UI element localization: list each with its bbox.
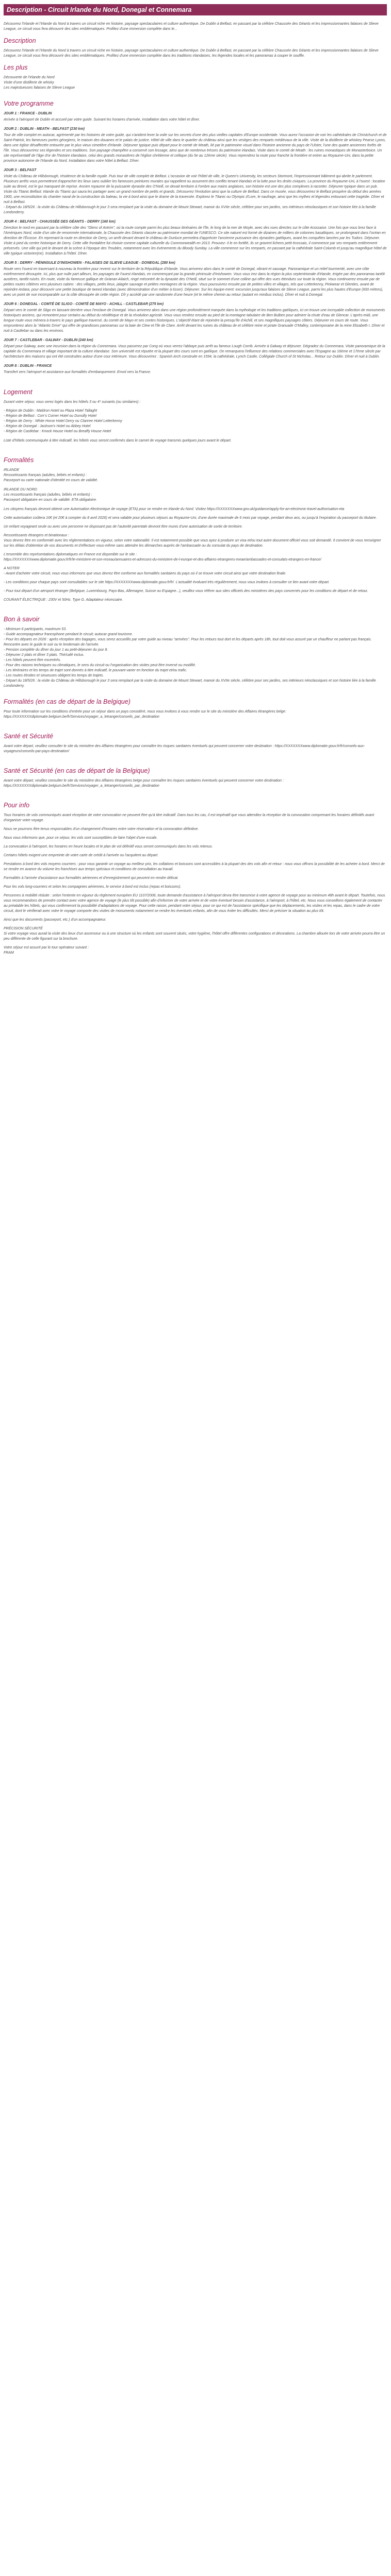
good-to-know-item: Rencontre avec le guide le soir ou le lendemain de l'arrivée. bbox=[4, 643, 100, 647]
day-text: Tour de ville complet en autocar, agrémenté par les histoires de votre guide, qui s'anident lever la voile sur les secrets d'une des plus vieilles capitales d'Europe occidentale. Vous aurez l'occasion de voir les cathédrales de Christchurch et de Saint-Patrick, les fameuses portes géorgiens, le maison des douanes et le palais de justice. Hôtel de ville dans le quartier du château ainsi que les vestiges des remparts médiévaux de la ville. Visite de la distillerie de whiskey Pearse Lyons, dans une église désaffectée entourée par le plus vieux cimetière d'Irlande. Déjeuner typique puis départ pour le comté de Meath, lié par le patrimoine visuel dans l'histoire ancienne du pays de l'Ulster, l'une des quatre anciennes forêts de l'île. Vous découvrirez ses légendes et ses traditions. Son paysage champêtre a conservé son lessage, ainsi que de nombreux trésors du patrimoine irlandais. Visite dans le comté de Meath : les ruines monastiques de Monasterboice. Un site représentatif de l'âge d'or de l'histoire irlandaise, celui des grands monastères de l'église chrétienne et celtique (du 5e au 12ème siècle). Vous reprendrez la route pour franchir la frontière et entrer au Royaume-Uni, dans la petite province autonome de l'Irlande du Nord. Installation dans votre hôtel à Belfast. Dîner. bbox=[4, 133, 388, 163]
health-paragraph: Avant votre départ, veuillez consulter le site du ministère des Affaires étrangères pour connaître les risques sanitaires éventuels qui peuvent concerner votre destination : https://XXXXXXXwww.diplomatie.gouv.fr/fr/conseils-aux-voyageurs/conseils-par-pays-destination/ bbox=[4, 744, 365, 753]
notes-paragraph: - Avant d'acheter votre circuit, nous vous informons que vous devrez être conforme aux formalités sanitaires du pays où il se trouve votre circuit ainsi que votre destination finale. bbox=[4, 572, 286, 575]
highlight-item: Visite d'une distillerie de whisky bbox=[4, 81, 54, 84]
hotel-item: - Région de Derry : White Horse Hotel Derry ou Clanree Hotel Letterkenny bbox=[4, 419, 122, 423]
programme-day bbox=[4, 302, 387, 334]
day-text: Route vers l'ouest en traversant à nouveau la frontière pour revenir sur le territoire de la République d'Irlande. Vous arriverez alors dans le comté de Donegal, vibrant et sauvage. Panoramique et un relief tourmenté, avec une côte extrêmement découpée. Ici, plus que nulle part ailleurs, les paysages de l'ouest irlandais, en commençant par la grande péninsule d'Inishowen. Vous vous irez dans la région la plus septentrionale d'Irlande, érigée par des panoramas tantôt austères, tantôt ruisés. En route, visite du fameuse gallique de Grianan Ailaich, ringé mécontré de la dynastie des O'Neill, situé sur le sommet d'une colline qui offre des vues étendues sur toute la région. Vous continuerez ensuite par de petites routes côtières vers plusieurs cabins : des villages, petits lieux, jalagée sauvage et petites montagnes de la région. Vous poursuivrez ensuite par de petites villes et villages, tels que Letterkenny, Pinkwear et Glenties, avant de rejoindre Ardara, pour découvrir une petite boutique de tweed irlandais (avec démonstration d'un métier à tisser). Déjeuner. Sur les équipe-ment: excursion jusqu'aux falaises de Slieve League, parmi les plus hautes d'Europe (600 mètres), avec un point de vue incomparable sur la côte découpée de cette région. Dîr y accédé par une randonnée d'une heure (et le même chemin au retour (autant en minibus inclus). Dîner et nuit à Donegal. bbox=[4, 267, 386, 297]
day-title: JOUR 6 : DONEGAL - COMTÉ DE SLIGO - COMTÉ DE MAYO - ACHILL - CASTLEBAR (275 km) bbox=[4, 302, 164, 306]
good-to-know-item: - Les routes étroites et sinueuses obligent les temps de trajets. bbox=[4, 674, 104, 677]
info-paragraph: Nous ne pourrons être tenus responsables d'un changement d'horaires entre votre réservation et la convocation définitive. bbox=[4, 827, 199, 831]
info-paragraph: La convocation à l'aéroport, les horaires en heure locales et le plan de vol définitif vous seront communiqués dans les vols retenus. bbox=[4, 845, 213, 849]
good-to-know-item: - Déjeuner 2 plats et dîner 3 plats. Thé/café inclus. bbox=[4, 653, 85, 657]
highlights-heading: Les plus bbox=[4, 64, 28, 71]
operator-name: FRAM bbox=[4, 951, 14, 955]
programme-day bbox=[4, 261, 387, 298]
lodging-note: Liste d'hôtels communiquée à titre indicatif, les hôtels vous seront confirmés dans le carnet de voyage transmis quelques jours avant le départ. bbox=[4, 439, 232, 443]
good-to-know-item: - Pension complète du dîner du jour 1 au petit-déjeuner du jour 8. bbox=[4, 648, 108, 652]
description-heading: Description bbox=[4, 37, 36, 44]
hotel-item: - Région de Castlebar : Knock House Hotel ou Breaffy House Hotel bbox=[4, 430, 111, 433]
programme-day bbox=[4, 127, 387, 164]
ireland-line: Ressortissants français (adultes, bébés et enfants) : bbox=[4, 473, 87, 477]
ni-title: IRLANDE DU NORD bbox=[4, 488, 37, 492]
hotel-item: - Région de Belfast : Corr's Corner Hotel ou Dunsilly Hotel bbox=[4, 414, 96, 418]
highlight-item: Les majestueuses falaises de Slieve League bbox=[4, 86, 75, 90]
day-title: JOUR 8 : DUBLIN - FRANCE bbox=[4, 364, 52, 368]
ni-block bbox=[4, 487, 387, 503]
ireland-block bbox=[4, 468, 387, 483]
hotel-item: - Région de Dublin : Maldron Hotel ou Plaza Hotel Tallaght bbox=[4, 409, 97, 413]
programme-day bbox=[4, 364, 387, 375]
highlights-list bbox=[4, 75, 387, 91]
good-to-know-item: - Minimum 6 participants, maximum 53. bbox=[4, 628, 67, 631]
eta-paragraph: Cette autorisation coûtera 16€ (et 20€ à compter du 8 avril 2026) et sera valable pour plusieurs séjours au Royaume-Uni, d'une durée maximale de 6 mois par voyage, pendant deux ans, ou jusqu'à l'expiration du passeport du titulaire. bbox=[4, 516, 377, 520]
info-paragraph: Prestations à bord des vols moyens courriers : pour vous garantir un voyage au meilleur prix, les collations et boissons sont accessibles à la plupart des des vols afin et retour : nous vous offrons la possibilité de les acheter à bord. Merci de se rendre en avance du volume les franchises aux temps spéciaux et conditions de consultation au travail. bbox=[4, 862, 385, 871]
eta-paragraph: Un enfant voyageant seule ou avec une personne ne disposant pas de l'autorité parentale devront être munis d'une autorisation de sortie de territoire. bbox=[4, 525, 243, 529]
good-to-know-item: - Pour des raisons techniques ou climatiques, le sens du circuit ou l'organisation des visites peut être inversé ou modifié. bbox=[4, 664, 196, 667]
intro-paragraph: Découvrez l'Irlande et l'Irlande du Nord à travers un circuit riche en histoire, paysage spectaculaires et culture authentique. De Dublin à Belfast, en passant par la célèbre Chaussée des Géants et les impressionnantes falaises de Slieve League, ce circuit vous fera découvrir des sites emblématiques. Profitez d'une immersion complète dans le... bbox=[4, 22, 379, 31]
hotel-list bbox=[4, 409, 387, 434]
health-heading: Santé et Sécurité bbox=[4, 733, 53, 740]
health-belgium-paragraph: Avant votre départ, veuillez consulter le site du ministère des Affaires étrangères belge pour connaître les risques sanitaires éventuels qui peuvent concerner votre destination : https://XXXXXXXdiplomatie.belgium.be/fr/Services/voyager_a_letranger/conseils_par_destination bbox=[4, 779, 284, 788]
foreign-paragraph: L'ensemble des représentations diplomatiques en France est disponible sur le site : bbox=[4, 553, 137, 556]
good-to-know-item: - Les itinéraires et les temps de trajet sont donnés à titre indicatif, le pouvant varier en fonction du trajet et/ou trafic. bbox=[4, 669, 187, 672]
page-title: Description - Circuit Irlande du Nord, Donegal et Connemara bbox=[7, 6, 192, 13]
programme-day bbox=[4, 219, 387, 257]
info-paragraph: Personnes à mobilité réduite : selon l'entente en vigueur du règlement européen EU 1107/2006, toute demande d'assistance à l'aéroport devra être transmise à votre agence de voyage pour au minimum 48h avant le départ. Toutefois, nous vous recommandons de prendre contact avec votre agence de voyage (le plus tôt possible) afin d'informer de votre arrivée et de votre éventuel besoin d'assistance, à l'aéroport, à l'hôtel, etc. Nous vous conseillons également de contacter au préalable les hôtels, qui vous confirmeront la possibilité d'adaptations de voyage. Pour cette raison, pendant votre séjour, pour ce qui est de l'assistance spécifique que les déplacements, les visites et les repas, dans le cadre de votre circuit, dont le vérifierait avec votre le voyage comporte des visites de monuments notamment se rendre les éventuels enfants, afin de vous éviter les difficultés. Merci de préciser la situation au plus tôt. bbox=[4, 894, 385, 913]
good-to-know-list bbox=[4, 627, 387, 689]
precision-title: PRÉCISION SÉCURITÉ bbox=[4, 927, 43, 930]
health-belgium-heading: Santé et Sécurité (en cas de départ de la Belgique) bbox=[4, 767, 150, 774]
eta-paragraph: Les citoyens français devront obtenir une Autorisation électronique de voyage (ETA) pour se rendre en Irlande du Nord. Visitez https://XXXXXXXwww.gov.uk/guidance/apply-for-an-electronic-travel-authorisation-eta bbox=[4, 507, 345, 511]
good-to-know-item: - Pour les départs en 2026 : après réception des bagages, vous serez accueillis par votre guide au niveau "arrivées". Pour les retours tout dort et les départs après 18h, tout doit vous assuré par un chauffeur ne parlant pas français. bbox=[4, 638, 372, 641]
info-paragraph: Ainsi que les documents (passeport, etc.) d'un accompagnateur. bbox=[4, 918, 107, 922]
good-to-know-item: - Départ du 18/5/26 : la visite du Château de Hillsborough le jour 3 sera remplacé par la visite du domaine de Mount Stewart, manoir du XVIIe siècle, célèbre pour ses jardins, ses intérieurs néoclassiques et son histoire liée à la famille Londonderry. bbox=[4, 679, 376, 688]
day-text: Départ pour Galway, avec une incursion dans la région du Connemara. Vous passerez par Cong où vous verrez l'abbaye puis arrêt au fameux Lough Corrib. Arrivée à Galway et déjeuner. Dégradez du Connemara. Visite panoramique de la capitale du Connemara et village important de la culture irlandaise. Son université est réputée et la plupart des cours sont en gaélique. On remarquera l'influence des relations commerciales avec l'Espagne au 16ème et 17ème siècle par l'architecture des maisons qui ont été construites autour d'une cour intérieure. Vous découvrirez : Spanish Arch construite en 1594, la cathédrale, Lynch Castle, Collégiale Church of St Nicholas... Retour sur Dublin. Dîner et nuit à Dublin. bbox=[4, 345, 386, 359]
day-text: Transfert vers l'aéroport et assistance aux formalités d'embarquement. Envol vers la France. bbox=[4, 370, 151, 374]
info-paragraph: Pour les vols long-courriers et selon les compagnies aériennes, le service à bord est inclus (repas et boissons). bbox=[4, 885, 182, 889]
formalities-belgium-paragraph: Pour toute information sur les conditions d'entrée pour un séjour dans un pays considéré, nous vous invitons à vous rendre sur le site du ministère des Affaires étrangères belge: https://XXXXXXXdiplomatie.belgium.be/fr/Services/voyager_a_letranger/conseils_par_destination bbox=[4, 710, 286, 719]
programme-day bbox=[4, 111, 387, 123]
day-title: JOUR 3 : BELFAST bbox=[4, 168, 37, 172]
info-heading: Pour info bbox=[4, 802, 30, 809]
day-text: Arrivée à l'aéroport de Dublin et accueil par votre guide. Suivant les horaires d'arrivée, installation dans votre hôtel et dîner. bbox=[4, 118, 200, 122]
day-text: Départ vers le comté de Sligo en laissant derrière vous l'enclave de Donegal. Vous arriverez alors dans une région profondément marquée dans la mythologie et les traditions gaéliques, ici on trouve une incroyable collection de monuments historiques anciens, qui remontent pour certains au début du néolithique et de la révolution agricole. Vous vous rendrez ensuite au pied de la montagne tabulaire de Ben Bulben pour admirer la chute d'eau de Glencar. L'après-midi, une longue route vous mènera à travers le pays gaélique traversé, du comté de Mayo et ses contes historiques. L'objectif étant de rejoindre la presqu'île d'Achill, et ses magnifiques paysages côtiers. Déjeuner en cours de route. Vous emprunterez alors la "Atlantic Drive" qui offre de grandioses panoramas sur la baie de Clew et l'île de Clare. Arrêt devant les ruines du château de et célèbre reine et pirate Granuaile O'Malley, contemporaine de la reine Elizabeth I. Dîner et nuit à Castlebar ou dans les environs. bbox=[4, 309, 386, 333]
notes-title: A NOTER bbox=[4, 567, 20, 570]
precision-paragraph: Si votre voyage vous aurait la visite des lieux d'un ascenseur ou à une structure où les enfants sont souvent situés, votre hygiène, l'hôtel offre différentes configurations et décorations. La chambre allouée lors de votre arrivée pourra être un peu différente de celle figurant sur la brochure. bbox=[4, 932, 385, 941]
hotel-item: - Région de Donegal : Jackson's Hotel ou Abbey Hotel bbox=[4, 425, 91, 428]
operator-intro: Votre séjour est assuré par le tour opérateur suivant : bbox=[4, 946, 89, 950]
ni-line: Les ressortissants français (adultes, bébés et enfants) : bbox=[4, 493, 92, 497]
description-paragraph: Découvrez l'Irlande et l'Irlande du Nord à travers un circuit riche en histoire, paysage spectaculaires et culture authentique. De Dublin à Belfast, en passant par la célèbre Chaussée des Géants et les impressionnantes falaises de Slieve League, ce circuit vous fera découvrir des sites emblématiques. Profitez d'une immersion complète dans les traditions irlandaises, les légendes locales et les panoramas à couper le souffle. bbox=[4, 49, 379, 58]
info-paragraph: Formalités à l'arrivée d'assistance aux formalités aériennes et d'enregistrement qui peuvent en rendre délicat. bbox=[4, 876, 179, 880]
ireland-line: Passeport ou carte nationale d'identité en cours de validité. bbox=[4, 479, 99, 482]
good-to-know-heading: Bon à savoir bbox=[4, 616, 40, 623]
foreign-title: Ressortissants étrangers et binationaux : bbox=[4, 534, 69, 537]
programme-day bbox=[4, 168, 387, 215]
ni-line: Passeport obligatoire en cours de validité. ETA obligatoire. bbox=[4, 498, 97, 502]
programme-day bbox=[4, 338, 387, 360]
diplomatie-link[interactable]: https://XXXXXXXwww.diplomatie.gouv.fr/fr/le-ministere-et-son-reseau/annuaires-et-adresses-du-ministere-de-l-europe-et-des-affaires-etrangeres-meae/ambassades-et-consulats-etrangers-en-france/ bbox=[4, 558, 321, 562]
notes-paragraph: - Pour tout départ d'un aéroport étranger (Belgique, Luxembourg, Pays-Bas, Allemagne, Suisse ou Espagne...), veuillez vous référer aux sites officiels des ministères des pays concernés pour les conditions de départ et de retour. bbox=[4, 589, 368, 593]
info-paragraph: Certains hôtels exigent une empreinte de votre carte de crédit à l'arrivée ou l'acquitent au départ. bbox=[4, 854, 158, 857]
info-paragraph: Nous vous informons que, pour ce séjour, les vols sont susceptibles de faire l'objet d'une escale. bbox=[4, 836, 158, 840]
programme-heading: Votre programme bbox=[4, 100, 54, 107]
ireland-title: IRLANDE bbox=[4, 468, 20, 472]
current-info: COURANT ÉLECTRIQUE : 230V et 50Hz. Type G. Adaptateur nécessaire. bbox=[4, 598, 123, 602]
formalities-belgium-heading: Formalités (en cas de départ de la Belgique) bbox=[4, 698, 131, 705]
lodging-heading: Logement bbox=[4, 388, 32, 396]
day-text: Visite du Château de Hillsborough, résidence de la famille royale. Puis tour de ville complet de Belfast. L'occasion de voir l'hôtel de ville, le Queen's University, les secteurs Stormont, l'impressionnant bâtiment qui abrite le parlement. Plusieurs arrêts vous permettront d'approcher les lieux sans oublier les fameuses peintures murales qui rappellent ou assument des conflits tenant irlandais et la lutte pour les droits civiques. La province du Royaume-Uni, à l'ouest : location suite au Brexit, est le gui manquant de reprise. Ancien royaume de la puissante dynastie des O'Neill, on devait territoire à l'ombre aux mains anglaises, son histoire est une des plus complexes à raconter. Déjeuner typique dans un pub. Visite du Titanic Belfast: Irlande du Titanic qui saura les partager avec un grand nombre de petits et grands. Découvrez l'évolution ainsi que la culture de Belfast. Dans ce musée, vous découvrirez le Belfast prospère du début des années 1900, une reconstitution du chantier naval de la construction du bateau, la vie à bord ainsi que le drame de la traversée. Explorez le Titanic ou Olympic d'Lore, le naufrage, ainsi que les mythes et légendes entourant cette tragédie. Dîner et nuit à Belfast. - Départ du 18/5/26 : la visite du Château de Hillsborough le jour 3 sera remplacé par la visite du domaine de Mount Stewart, manoir du XVIIe siècle, célèbre pour ses jardins, ses intérieurs néoclassiques et son histoire liée à la famille Londonderry. bbox=[4, 175, 385, 214]
day-title: JOUR 1 : FRANCE - DUBLIN bbox=[4, 112, 52, 115]
highlight-item: Découverte de l'Irlande du Nord bbox=[4, 76, 55, 79]
day-text: Direction le nord en passant par la célèbre côte des "Glens of Antrim", où la route compte parmi les plus beaux itinéraires de l'île, le long de la mer de Moyle, avec des vues directes sur le côte écossaise. Une fois que vous brez face à l'Amériques Nord, visite d'un site de renommée internationale, la Chaussée des Géants classée au patrimoine mondial de l'UNESCO. Ce site naturel est formé de dizaines de milliers de colonnes basaltiques, se prolongeant dans l'océan en direction de l'Écosse. En reprenant la route en direction de Derry, un arrêt devant devant le château de Dunluce permettra d'apprécier l'ancienne puissance des dynasties gaéliques, avant les conquêtes lancées par les Tudors. Déjeuner. Visite à pied du centre historique de Derry. Cette ville frontalière fut choisie comme capitale culturelle du Commonwealth en 2013. Prouvez- il le en fortifié, ils se gravent lichens petit écossais, il commence par ses remparts entièrement préservés. Une ville qui prit le devant de la scène à l'époque des Troubles, notamment avec les événements du Bloody Sunday. La ville commence sur les remparts, en passant par la cathédrale Saint-Columb et jusqu'au magnifique hôtel de ville typique victorien(ne). Installation à l'hôtel. Dîner. bbox=[4, 226, 388, 256]
day-title: JOUR 2 : DUBLIN - MEATH - BELFAST (230 km) bbox=[4, 127, 85, 131]
foreign-paragraph: Vous devrez être en conformité avec les réglementations en vigueur, selon votre nationalité. Il est notamment possible que vous ayez à produire un visa et/ou tout autre document officiel vous soit demandé. Il convient de vous renseigner sur les délais d'obtention de vos documents et d'effectuer vous-même sans attendre les démarches auprès de l'ambassade ou du consulat du pays de destination. bbox=[4, 539, 381, 548]
notes-paragraph: - Les conditions pour chaque pays sont consultables sur le site https://XXXXXXXwww.diplomatie.gouv.fr/fr/. L'actualité évoluant très régulièrement, nous vous invitons à consulter ce lien avant votre départ. bbox=[4, 581, 330, 584]
day-title: JOUR 5 : DERRY - PÉNINSULE D'INISHOWEN - FALAISES DE SLIEVE LEAGUE - DONEGAL (280 km) bbox=[4, 261, 175, 265]
info-paragraph: Tous horaires de vols communiqués avant réception de votre convocation ne peuvent être qu'à titre indicatif. Dans tous les cas, il est impératif que vous attendiez la réception de la convocation comprenant les horaires définitifs avant d'organiser votre voyage. bbox=[4, 814, 374, 822]
lodging-intro: Durant votre séjour, vous serez logés dans les hôtels 3 ou 4* suivants (ou similaires) : bbox=[4, 400, 141, 404]
page bbox=[0, 4, 391, 956]
good-to-know-item: - Les hôtels peuvent être excentrés. bbox=[4, 658, 61, 662]
day-title: JOUR 7 : CASTLEBAR - GALWAY - DUBLIN (240 km) bbox=[4, 338, 93, 342]
formalities-heading: Formalités bbox=[4, 456, 34, 464]
day-title: JOUR 4 : BELFAST - CHAUSSÉE DES GÉANTS - DERRY (160 km) bbox=[4, 220, 116, 224]
page-title-bar bbox=[4, 4, 387, 15]
good-to-know-item: - Guide accompagnateur francophone pendant le circuit; autocar grand tourisme. bbox=[4, 633, 133, 636]
